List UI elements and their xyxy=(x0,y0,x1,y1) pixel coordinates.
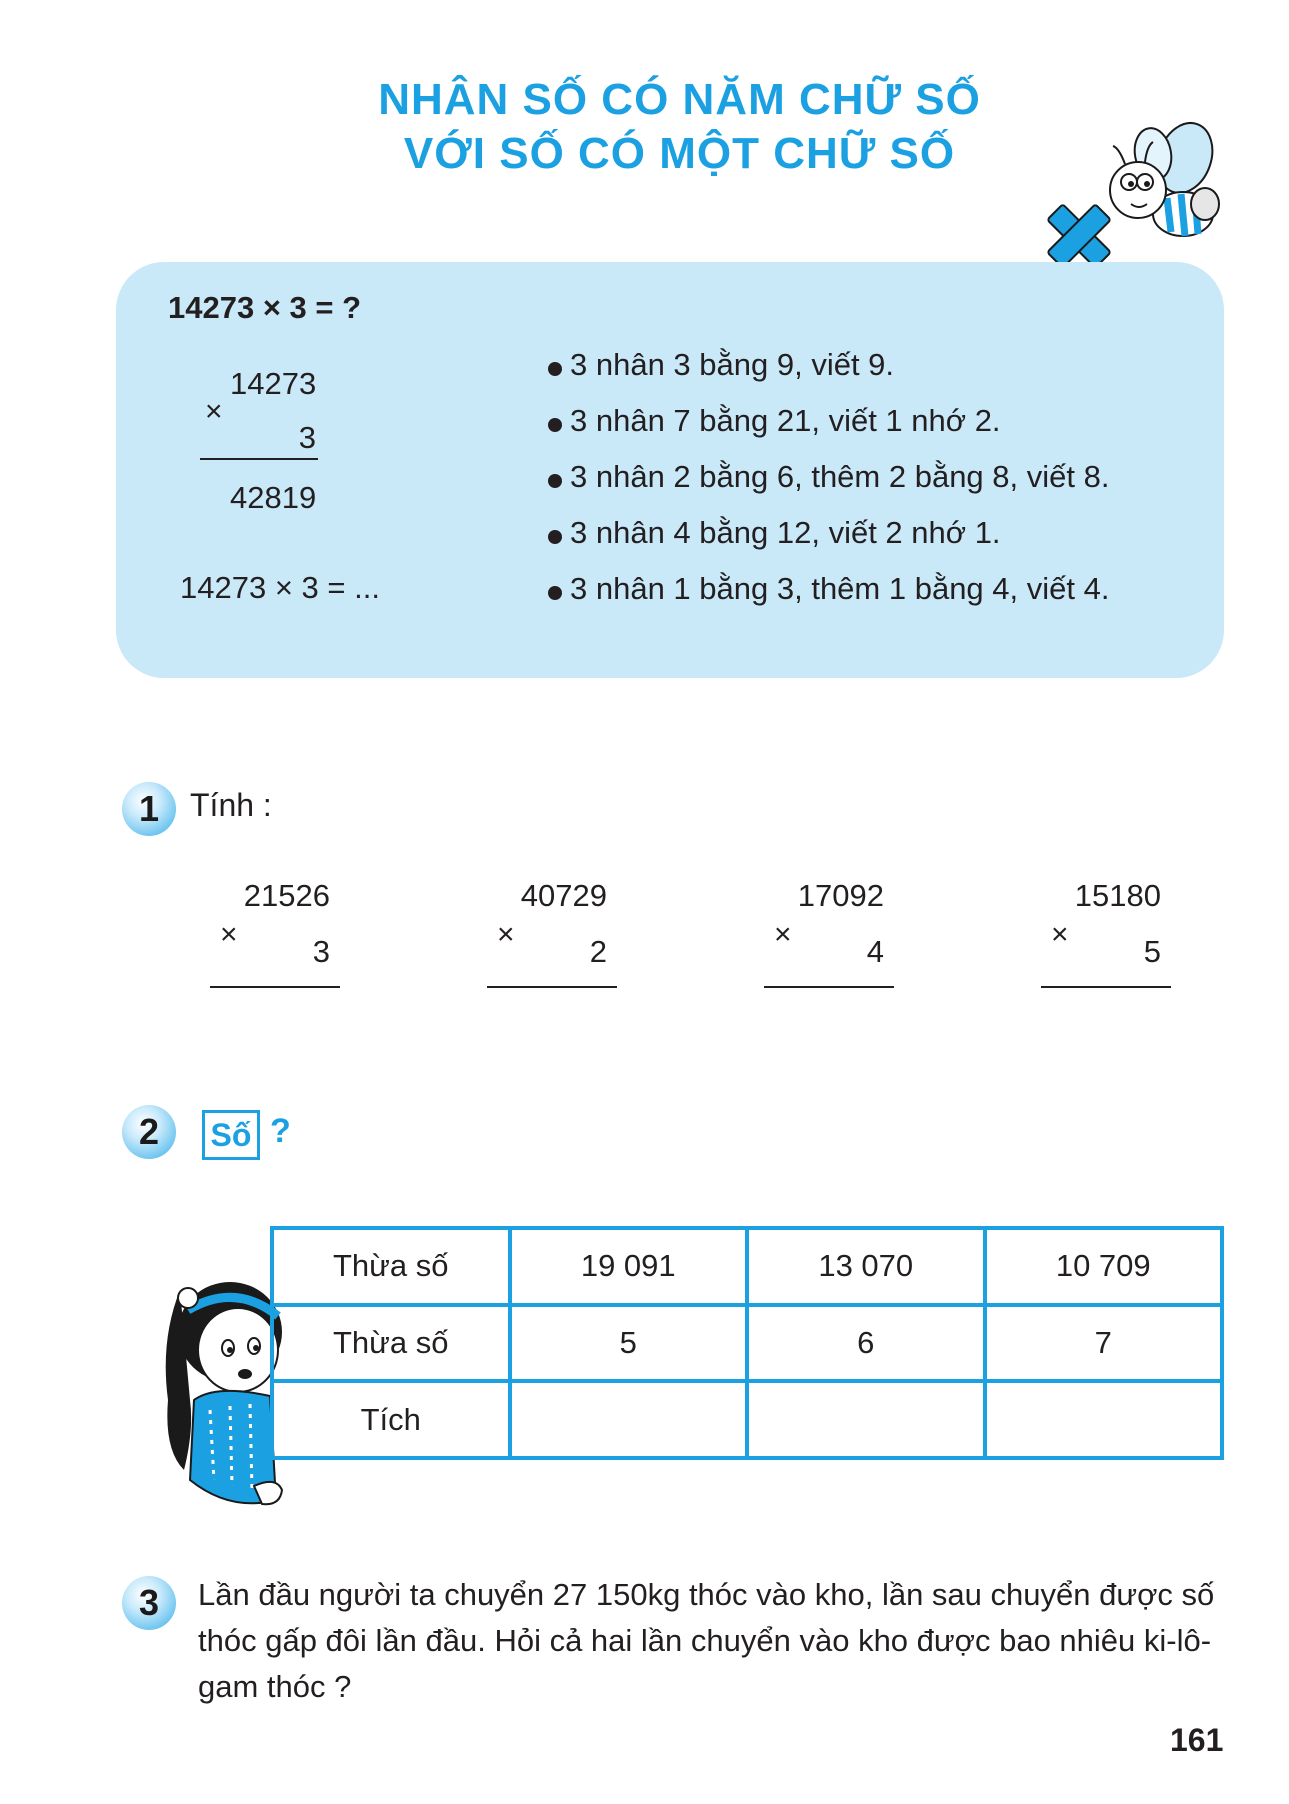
table-row xyxy=(272,1305,1222,1382)
exercise-2-table xyxy=(270,1226,1224,1460)
problem-multiplicand: 15180 xyxy=(1074,878,1161,913)
example-multiplier: 3 xyxy=(298,420,316,455)
bee-tail xyxy=(1191,188,1219,220)
example-divider-line xyxy=(200,458,318,460)
exercise-1-label: Tính : xyxy=(190,787,272,823)
example-steps-list xyxy=(548,345,1109,625)
exercise-2-boxed-label: Số xyxy=(202,1110,260,1160)
table-cell: 19 091 xyxy=(510,1228,748,1305)
example-heading: 14273 × 3 = ? xyxy=(168,290,362,325)
table-cell: Thừa số xyxy=(272,1305,510,1382)
exercise-2-badge: 2 xyxy=(122,1105,176,1159)
answer-line xyxy=(210,986,340,988)
answer-line xyxy=(764,986,894,988)
times-sign: × xyxy=(497,918,515,951)
problem-multiplicand: 40729 xyxy=(520,878,607,913)
answer-cell xyxy=(510,1381,748,1458)
title-line-1: NHÂN SỐ CÓ NĂM CHỮ SỐ xyxy=(378,75,981,124)
girl-face xyxy=(198,1308,278,1392)
table-cell: 7 xyxy=(985,1305,1223,1382)
exercise-1-problem xyxy=(477,878,627,988)
list-item: 3 nhân 3 bằng 9, viết 9. xyxy=(548,345,1109,401)
exercise-1-badge: 1 xyxy=(122,782,176,836)
times-sign: × xyxy=(1051,918,1069,951)
table-cell: 5 xyxy=(510,1305,748,1382)
times-sign: × xyxy=(774,918,792,951)
answer-line xyxy=(487,986,617,988)
exercise-3-badge: 3 xyxy=(122,1576,176,1630)
list-item: 3 nhân 1 bằng 3, thêm 1 bằng 4, viết 4. xyxy=(548,569,1109,625)
table-cell: 6 xyxy=(747,1305,985,1382)
table-cell: Tích xyxy=(272,1381,510,1458)
bullet-icon xyxy=(548,530,562,544)
title-line-2: VỚI SỐ CÓ MỘT CHỮ SỐ xyxy=(403,129,956,178)
example-result: 42819 xyxy=(230,480,317,515)
problem-multiplier: 4 xyxy=(866,934,884,969)
list-item: 3 nhân 7 bằng 21, viết 1 nhớ 2. xyxy=(548,401,1109,457)
bullet-icon xyxy=(548,418,562,432)
answer-cell xyxy=(747,1381,985,1458)
list-item: 3 nhân 4 bằng 12, viết 2 nhớ 1. xyxy=(548,513,1109,569)
problem-multiplier: 2 xyxy=(589,934,607,969)
problem-multiplier: 3 xyxy=(312,934,330,969)
table-cell: 10 709 xyxy=(985,1228,1223,1305)
times-sign: × xyxy=(220,918,238,951)
list-item: 3 nhân 2 bằng 6, thêm 2 bằng 8, viết 8. xyxy=(548,457,1109,513)
table-row xyxy=(272,1228,1222,1305)
example-multiplicand: 14273 xyxy=(230,366,317,401)
page-number: 161 xyxy=(1170,1722,1224,1758)
bullet-icon xyxy=(548,474,562,488)
bullet-icon xyxy=(548,586,562,600)
answer-line xyxy=(1041,986,1171,988)
answer-cell xyxy=(985,1381,1223,1458)
bee-head xyxy=(1110,162,1166,218)
table-cell: 13 070 xyxy=(747,1228,985,1305)
problem-multiplicand: 17092 xyxy=(797,878,884,913)
exercise-1-problem xyxy=(200,878,350,988)
example-times-sign: × xyxy=(205,395,223,428)
exercise-1-problem xyxy=(754,878,904,988)
table-row xyxy=(272,1381,1222,1458)
exercise-2-question-mark: ? xyxy=(270,1112,291,1150)
exercise-1-problem xyxy=(1031,878,1181,988)
girl-illustration xyxy=(150,1250,285,1510)
table-cell: Thừa số xyxy=(272,1228,510,1305)
problem-multiplier: 5 xyxy=(1143,934,1161,969)
bullet-icon xyxy=(548,362,562,376)
problem-multiplicand: 21526 xyxy=(243,878,330,913)
exercise-3-text: Lần đầu người ta chuyển 27 150kg thóc vào kho, lần sau chuyển được số thóc gấp đôi lần đầu. Hỏi cả hai lần chuyển vào kho được bao nhiêu ki-lô-gam thóc ? xyxy=(198,1577,1215,1704)
example-equation-fill: 14273 × 3 = ... xyxy=(180,570,380,605)
